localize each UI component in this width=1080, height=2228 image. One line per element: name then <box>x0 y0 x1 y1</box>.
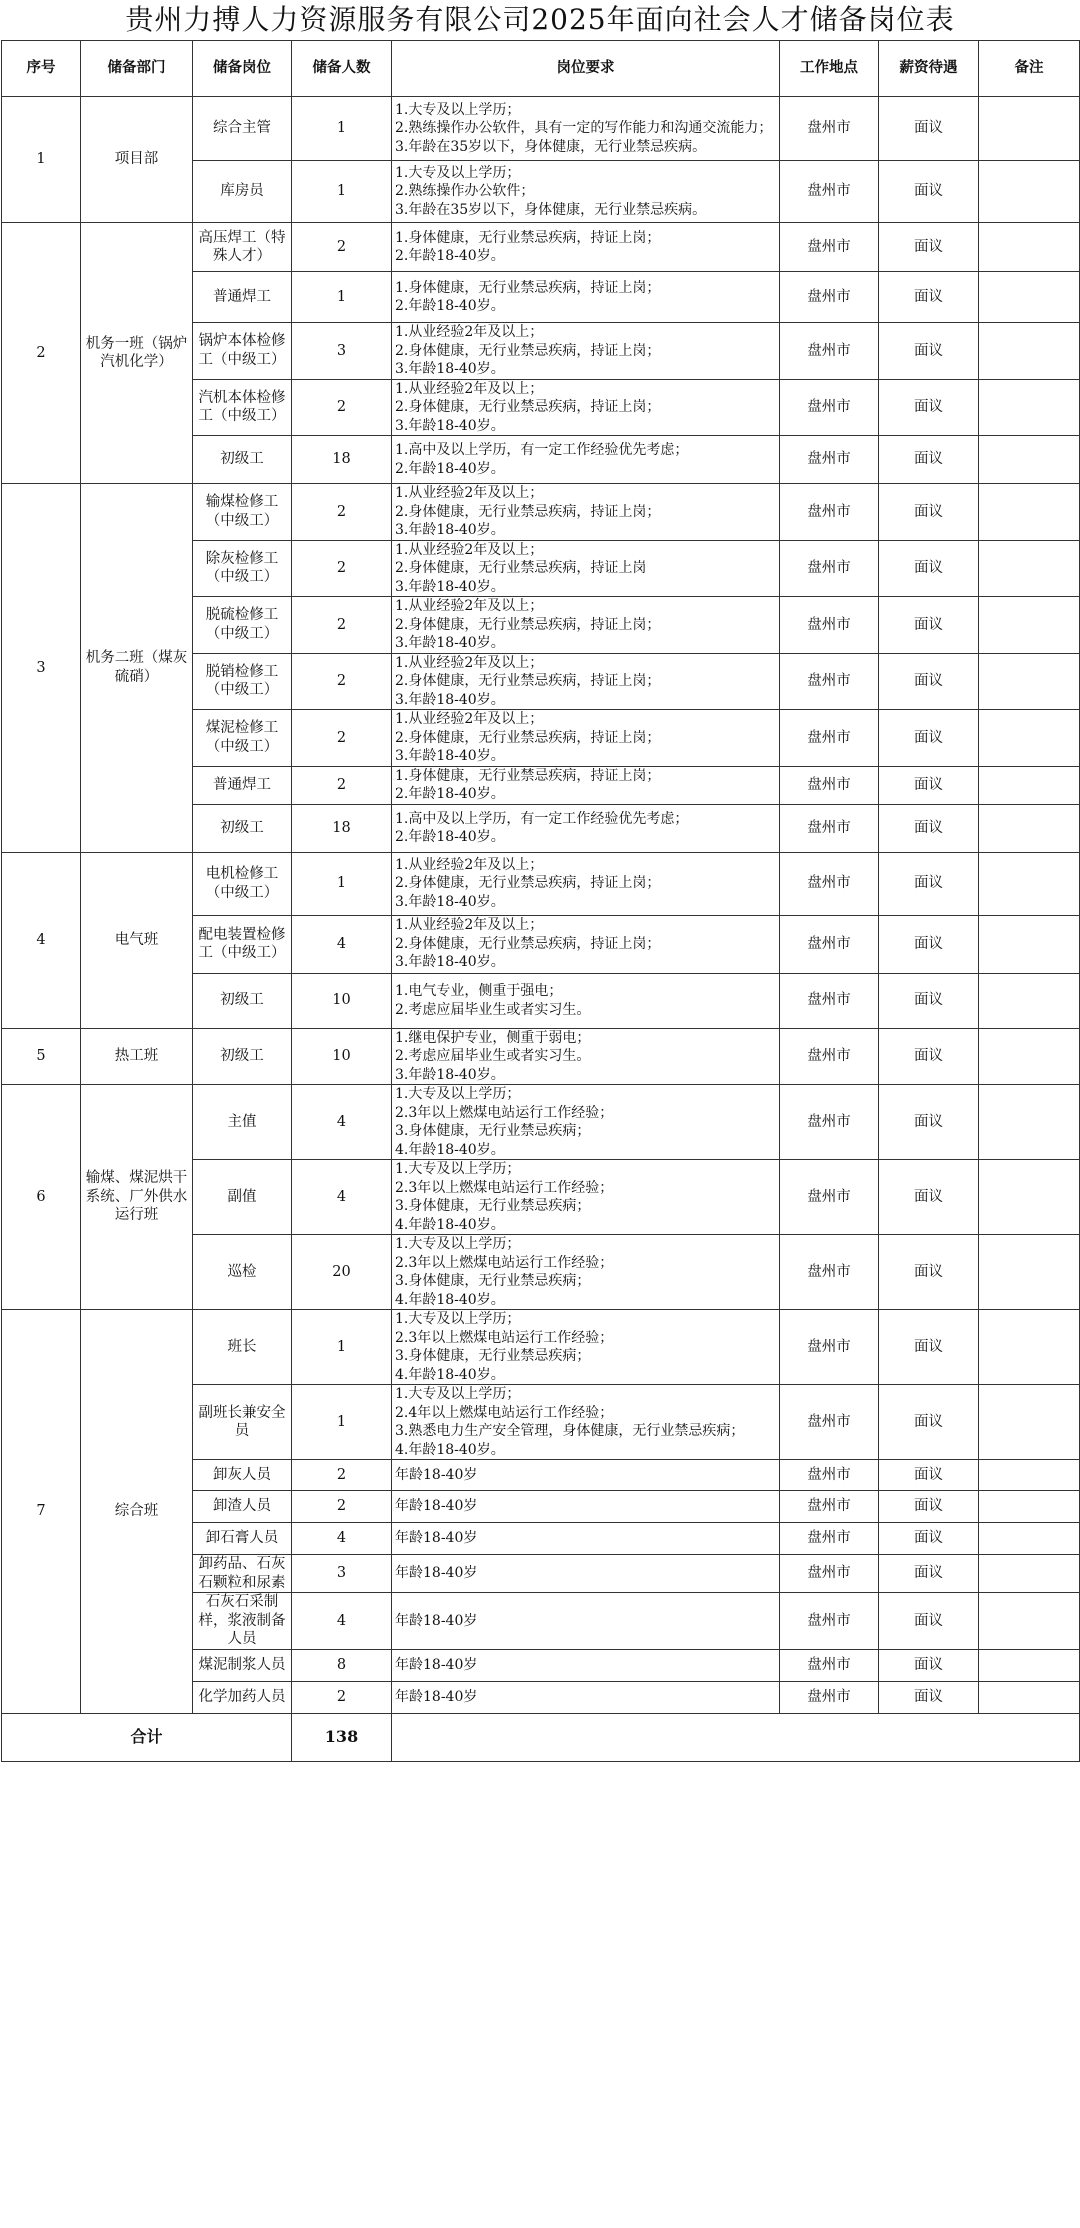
requirement-line: 3.年龄18-40岁。 <box>395 954 505 971</box>
cell-requirements <box>392 766 780 804</box>
requirement-line: 2.身体健康，无行业禁忌疾病，持证上岗； <box>395 935 661 952</box>
cell-requirements <box>392 379 780 436</box>
cell-note <box>979 379 1080 436</box>
cell-count: 1 <box>292 852 392 915</box>
cell-count: 4 <box>292 915 392 973</box>
cell-salary: 面议 <box>879 1460 979 1491</box>
requirement-line: 2.年龄18-40岁。 <box>395 298 505 314</box>
requirement-line: 2.熟练操作办公软件； <box>395 183 535 200</box>
requirement-line: 1.大专及以上学历； <box>395 1386 521 1402</box>
requirement-line: 年龄18-40岁 <box>395 1688 478 1705</box>
cell-note <box>979 1310 1080 1385</box>
cell-location: 盘州市 <box>780 1491 879 1523</box>
cell-note <box>979 1085 1080 1160</box>
cell-note <box>979 1460 1080 1491</box>
cell-salary: 面议 <box>879 766 979 804</box>
cell-note <box>979 323 1080 380</box>
table-row <box>2 97 1080 161</box>
cell-location: 盘州市 <box>780 1649 879 1681</box>
cell-requirements <box>392 852 780 915</box>
cell-salary: 面议 <box>879 436 979 484</box>
requirement-line: 2.身体健康，无行业禁忌疾病，持证上岗； <box>395 616 661 633</box>
cell-salary: 面议 <box>879 1028 979 1085</box>
cell-post: 初级工 <box>193 1028 292 1085</box>
cell-salary: 面议 <box>879 1310 979 1385</box>
cell-requirements <box>392 323 780 380</box>
cell-dept: 机务一班（锅炉汽机化学） <box>81 223 193 484</box>
requirement-line: 3.身体健康，无行业禁忌疾病； <box>395 1123 591 1139</box>
cell-location: 盘州市 <box>780 272 879 323</box>
cell-count: 1 <box>292 1385 392 1460</box>
cell-post: 卸石膏人员 <box>193 1523 292 1555</box>
cell-salary: 面议 <box>879 1523 979 1555</box>
cell-no: 7 <box>2 1310 81 1714</box>
cell-post: 汽机本体检修工（中级工） <box>193 379 292 436</box>
table-row <box>2 1085 1080 1160</box>
cell-post: 锅炉本体检修工（中级工） <box>193 323 292 380</box>
cell-count: 2 <box>292 223 392 272</box>
cell-count: 2 <box>292 766 392 804</box>
cell-location: 盘州市 <box>780 1681 879 1713</box>
total-label: 合计 <box>2 1713 292 1761</box>
requirement-line: 3.年龄18-40岁。 <box>395 635 505 651</box>
requirement-line: 年龄18-40岁 <box>395 1565 478 1582</box>
cell-note <box>979 804 1080 852</box>
cell-note <box>979 766 1080 804</box>
cell-post: 副班长兼安全员 <box>193 1385 292 1460</box>
cell-requirements <box>392 436 780 484</box>
requirement-line: 2.身体健康，无行业禁忌疾病，持证上岗； <box>395 875 661 892</box>
cell-post: 配电装置检修工（中级工） <box>193 915 292 973</box>
requirement-line: 3.年龄18-40岁。 <box>395 522 505 538</box>
cell-no: 4 <box>2 852 81 1028</box>
cell-note <box>979 710 1080 767</box>
cell-dept: 热工班 <box>81 1028 193 1085</box>
requirement-line: 1.从业经验2年及以上； <box>395 654 544 671</box>
cell-count: 2 <box>292 540 392 597</box>
requirement-line: 1.从业经验2年及以上； <box>395 856 544 873</box>
requirement-line: 1.高中及以上学历，有一定工作经验优先考虑； <box>395 810 689 827</box>
requirement-line: 年龄18-40岁 <box>395 1612 478 1629</box>
cell-post: 普通焊工 <box>193 766 292 804</box>
cell-requirements <box>392 653 780 710</box>
table-body <box>2 97 1080 1714</box>
cell-requirements <box>392 1385 780 1460</box>
cell-no: 3 <box>2 484 81 853</box>
requirement-line: 3.年龄18-40岁。 <box>395 361 505 377</box>
header-dept: 储备部门 <box>81 41 193 97</box>
cell-no: 1 <box>2 97 81 223</box>
cell-requirements <box>392 272 780 323</box>
recruitment-table <box>1 40 1080 1762</box>
cell-post: 煤泥检修工（中级工） <box>193 710 292 767</box>
cell-location: 盘州市 <box>780 915 879 973</box>
requirement-line: 1.身体健康，无行业禁忌疾病，持证上岗； <box>395 279 661 296</box>
requirement-line: 1.身体健康，无行业禁忌疾病，持证上岗； <box>395 767 661 784</box>
cell-post: 班长 <box>193 1310 292 1385</box>
total-empty <box>392 1713 1080 1761</box>
cell-requirements <box>392 1460 780 1491</box>
cell-location: 盘州市 <box>780 379 879 436</box>
requirement-line: 4.年龄18-40岁。 <box>395 1291 505 1308</box>
cell-requirements <box>392 1681 780 1713</box>
cell-requirements <box>392 1028 780 1085</box>
cell-count: 4 <box>292 1523 392 1555</box>
cell-location: 盘州市 <box>780 1385 879 1460</box>
cell-no: 6 <box>2 1085 81 1310</box>
cell-note <box>979 223 1080 272</box>
cell-note <box>979 1593 1080 1650</box>
cell-note <box>979 1028 1080 1085</box>
cell-location: 盘州市 <box>780 1460 879 1491</box>
cell-note <box>979 915 1080 973</box>
cell-post: 卸渣人员 <box>193 1491 292 1523</box>
requirement-line: 1.高中及以上学历，有一定工作经验优先考虑； <box>395 442 689 458</box>
cell-location: 盘州市 <box>780 766 879 804</box>
cell-location: 盘州市 <box>780 1160 879 1235</box>
cell-post: 初级工 <box>193 973 292 1028</box>
cell-requirements <box>392 710 780 767</box>
header-note: 备注 <box>979 41 1080 97</box>
cell-salary: 面议 <box>879 1160 979 1235</box>
requirement-line: 年龄18-40岁 <box>395 1498 478 1515</box>
cell-location: 盘州市 <box>780 1593 879 1650</box>
cell-note <box>979 484 1080 541</box>
table-header-row <box>2 41 1080 97</box>
cell-location: 盘州市 <box>780 161 879 223</box>
cell-salary: 面议 <box>879 1385 979 1460</box>
cell-note <box>979 1235 1080 1310</box>
table-row <box>2 1310 1080 1385</box>
requirement-line: 2.身体健康，无行业禁忌疾病，持证上岗； <box>395 342 661 359</box>
cell-requirements <box>392 1649 780 1681</box>
cell-note <box>979 1649 1080 1681</box>
cell-location: 盘州市 <box>780 653 879 710</box>
cell-post: 煤泥制浆人员 <box>193 1649 292 1681</box>
cell-requirements <box>392 540 780 597</box>
cell-salary: 面议 <box>879 97 979 161</box>
requirement-line: 4.年龄18-40岁。 <box>395 1366 505 1383</box>
header-post: 储备岗位 <box>193 41 292 97</box>
cell-requirements <box>392 1310 780 1385</box>
cell-salary: 面议 <box>879 161 979 223</box>
requirement-line: 2.身体健康，无行业禁忌疾病，持证上岗 <box>395 560 647 576</box>
requirement-line: 4.年龄18-40岁。 <box>395 1141 505 1158</box>
cell-count: 1 <box>292 272 392 323</box>
requirement-line: 1.从业经验2年及以上； <box>395 598 544 614</box>
requirement-line: 2.年龄18-40岁。 <box>395 460 505 477</box>
cell-note <box>979 1523 1080 1555</box>
requirement-line: 3.年龄18-40岁。 <box>395 417 505 434</box>
cell-location: 盘州市 <box>780 804 879 852</box>
cell-count: 2 <box>292 710 392 767</box>
cell-post: 脱硫检修工（中级工） <box>193 597 292 654</box>
cell-location: 盘州市 <box>780 540 879 597</box>
requirement-line: 1.从业经验2年及以上； <box>395 711 544 727</box>
cell-salary: 面议 <box>879 1593 979 1650</box>
cell-count: 2 <box>292 484 392 541</box>
cell-note <box>979 1160 1080 1235</box>
cell-salary: 面议 <box>879 710 979 767</box>
cell-salary: 面议 <box>879 540 979 597</box>
requirement-line: 1.大专及以上学历； <box>395 101 521 118</box>
cell-salary: 面议 <box>879 597 979 654</box>
page-title: 贵州力搏人力资源服务有限公司2025年面向社会人才储备岗位表 <box>125 3 955 36</box>
requirement-line: 3.年龄18-40岁。 <box>395 578 505 595</box>
cell-post: 脱销检修工（中级工） <box>193 653 292 710</box>
cell-post: 副值 <box>193 1160 292 1235</box>
header-count: 储备人数 <box>292 41 392 97</box>
cell-post: 输煤检修工（中级工） <box>193 484 292 541</box>
cell-count: 2 <box>292 653 392 710</box>
cell-dept: 机务二班（煤灰硫硝） <box>81 484 193 853</box>
cell-count: 2 <box>292 1491 392 1523</box>
cell-salary: 面议 <box>879 1555 979 1593</box>
requirement-line: 3.年龄在35岁以下，身体健康，无行业禁忌疾病。 <box>395 201 707 218</box>
cell-note <box>979 1491 1080 1523</box>
cell-note <box>979 1555 1080 1593</box>
cell-requirements <box>392 97 780 161</box>
requirement-line: 1.从业经验2年及以上； <box>395 324 544 340</box>
cell-location: 盘州市 <box>780 484 879 541</box>
cell-count: 1 <box>292 97 392 161</box>
cell-post: 卸灰人员 <box>193 1460 292 1491</box>
cell-count: 10 <box>292 1028 392 1085</box>
cell-salary: 面议 <box>879 223 979 272</box>
requirement-line: 2.身体健康，无行业禁忌疾病，持证上岗； <box>395 503 661 520</box>
cell-post: 主值 <box>193 1085 292 1160</box>
header-salary: 薪资待遇 <box>879 41 979 97</box>
cell-note <box>979 436 1080 484</box>
requirement-line: 1.大专及以上学历； <box>395 1236 521 1252</box>
cell-post: 石灰石采制样，浆液制备人员 <box>193 1593 292 1650</box>
cell-location: 盘州市 <box>780 1523 879 1555</box>
cell-count: 2 <box>292 1681 392 1713</box>
cell-dept: 综合班 <box>81 1310 193 1714</box>
requirement-line: 2.身体健康，无行业禁忌疾病，持证上岗； <box>395 673 661 689</box>
requirement-line: 1.电气专业，侧重于强电； <box>395 983 563 999</box>
total-count: 138 <box>292 1713 392 1761</box>
cell-location: 盘州市 <box>780 97 879 161</box>
requirement-line: 2.3年以上燃煤电站运行工作经验； <box>395 1179 614 1196</box>
requirement-line: 3.年龄18-40岁。 <box>395 1066 505 1083</box>
requirement-line: 1.从业经验2年及以上； <box>395 380 544 397</box>
cell-salary: 面议 <box>879 272 979 323</box>
cell-note <box>979 973 1080 1028</box>
cell-no: 5 <box>2 1028 81 1085</box>
cell-location: 盘州市 <box>780 223 879 272</box>
cell-note <box>979 1385 1080 1460</box>
cell-requirements <box>392 1235 780 1310</box>
cell-post: 除灰检修工（中级工） <box>193 540 292 597</box>
requirement-line: 2.身体健康，无行业禁忌疾病，持证上岗； <box>395 399 661 415</box>
cell-salary: 面议 <box>879 804 979 852</box>
cell-location: 盘州市 <box>780 852 879 915</box>
requirement-line: 3.身体健康，无行业禁忌疾病； <box>395 1348 591 1364</box>
cell-post: 综合主管 <box>193 97 292 161</box>
cell-requirements <box>392 915 780 973</box>
cell-salary: 面议 <box>879 1491 979 1523</box>
table-row <box>2 852 1080 915</box>
cell-count: 2 <box>292 1460 392 1491</box>
requirement-line: 2.考虑应届毕业生或者实习生。 <box>395 1001 591 1018</box>
cell-post: 高压焊工（特殊人才） <box>193 223 292 272</box>
cell-requirements <box>392 223 780 272</box>
cell-salary: 面议 <box>879 1235 979 1310</box>
cell-requirements <box>392 973 780 1028</box>
header-requirements: 岗位要求 <box>392 41 780 97</box>
cell-location: 盘州市 <box>780 710 879 767</box>
requirement-line: 3.年龄在35岁以下，身体健康，无行业禁忌疾病。 <box>395 138 707 155</box>
requirement-line: 1.大专及以上学历； <box>395 1311 521 1327</box>
cell-count: 4 <box>292 1160 392 1235</box>
requirement-line: 1.从业经验2年及以上； <box>395 917 544 934</box>
requirement-line: 1.继电保护专业，侧重于弱电； <box>395 1029 591 1046</box>
cell-requirements <box>392 1593 780 1650</box>
cell-note <box>979 272 1080 323</box>
cell-location: 盘州市 <box>780 1085 879 1160</box>
cell-count: 4 <box>292 1085 392 1160</box>
requirement-line: 2.4年以上燃煤电站运行工作经验； <box>395 1404 614 1421</box>
cell-requirements <box>392 804 780 852</box>
cell-count: 20 <box>292 1235 392 1310</box>
header-no: 序号 <box>2 41 81 97</box>
requirement-line: 1.大专及以上学历； <box>395 164 521 181</box>
requirement-line: 1.身体健康，无行业禁忌疾病，持证上岗； <box>395 229 661 246</box>
table-row <box>2 1028 1080 1085</box>
requirement-line: 3.身体健康，无行业禁忌疾病； <box>395 1198 591 1214</box>
cell-dept: 输煤、煤泥烘干系统、厂外供水运行班 <box>81 1085 193 1310</box>
cell-requirements <box>392 161 780 223</box>
cell-count: 18 <box>292 436 392 484</box>
cell-no: 2 <box>2 223 81 484</box>
cell-post: 卸药品、石灰石颗粒和尿素 <box>193 1555 292 1593</box>
cell-post: 初级工 <box>193 804 292 852</box>
requirement-line: 2.年龄18-40岁。 <box>395 786 505 802</box>
cell-count: 1 <box>292 161 392 223</box>
cell-count: 10 <box>292 973 392 1028</box>
cell-location: 盘州市 <box>780 1028 879 1085</box>
cell-location: 盘州市 <box>780 1235 879 1310</box>
requirement-line: 3.年龄18-40岁。 <box>395 893 505 910</box>
cell-requirements <box>392 1555 780 1593</box>
cell-location: 盘州市 <box>780 1555 879 1593</box>
requirement-line: 年龄18-40岁 <box>395 1656 478 1673</box>
table-row <box>2 484 1080 541</box>
requirement-line: 2.熟练操作办公软件，具有一定的写作能力和沟通交流能力； <box>395 120 773 137</box>
requirement-line: 1.从业经验2年及以上； <box>395 541 544 558</box>
cell-count: 18 <box>292 804 392 852</box>
table-row <box>2 223 1080 272</box>
requirement-line: 2.3年以上燃煤电站运行工作经验； <box>395 1329 614 1346</box>
cell-salary: 面议 <box>879 1649 979 1681</box>
cell-count: 3 <box>292 323 392 380</box>
cell-requirements <box>392 484 780 541</box>
requirement-line: 1.大专及以上学历； <box>395 1161 521 1177</box>
requirement-line: 2.年龄18-40岁。 <box>395 829 505 845</box>
requirement-line: 2.考虑应届毕业生或者实习生。 <box>395 1048 591 1064</box>
cell-location: 盘州市 <box>780 1310 879 1385</box>
requirement-line: 2.3年以上燃煤电站运行工作经验； <box>395 1254 614 1271</box>
requirement-line: 1.从业经验2年及以上； <box>395 485 544 501</box>
cell-note <box>979 852 1080 915</box>
cell-location: 盘州市 <box>780 436 879 484</box>
cell-post: 电机检修工（中级工） <box>193 852 292 915</box>
cell-note <box>979 540 1080 597</box>
cell-count: 3 <box>292 1555 392 1593</box>
cell-requirements <box>392 1160 780 1235</box>
cell-note <box>979 161 1080 223</box>
cell-location: 盘州市 <box>780 597 879 654</box>
cell-post: 初级工 <box>193 436 292 484</box>
cell-salary: 面议 <box>879 1085 979 1160</box>
cell-post: 巡检 <box>193 1235 292 1310</box>
requirement-line: 2.年龄18-40岁。 <box>395 248 505 264</box>
cell-location: 盘州市 <box>780 973 879 1028</box>
cell-requirements <box>392 1085 780 1160</box>
requirement-line: 3.身体健康，无行业禁忌疾病； <box>395 1273 591 1289</box>
cell-salary: 面议 <box>879 915 979 973</box>
cell-requirements <box>392 1491 780 1523</box>
requirement-line: 3.年龄18-40岁。 <box>395 691 505 708</box>
requirement-line: 2.身体健康，无行业禁忌疾病，持证上岗； <box>395 729 661 746</box>
requirement-line: 4.年龄18-40岁。 <box>395 1216 505 1233</box>
cell-post: 普通焊工 <box>193 272 292 323</box>
cell-count: 2 <box>292 597 392 654</box>
cell-note <box>979 97 1080 161</box>
cell-dept: 电气班 <box>81 852 193 1028</box>
total-row <box>2 1713 1080 1761</box>
cell-post: 化学加药人员 <box>193 1681 292 1713</box>
cell-salary: 面议 <box>879 973 979 1028</box>
requirement-line: 年龄18-40岁 <box>395 1530 478 1547</box>
requirement-line: 1.大专及以上学历； <box>395 1086 521 1102</box>
cell-salary: 面议 <box>879 379 979 436</box>
cell-salary: 面议 <box>879 852 979 915</box>
header-location: 工作地点 <box>780 41 879 97</box>
cell-count: 4 <box>292 1593 392 1650</box>
cell-count: 8 <box>292 1649 392 1681</box>
cell-requirements <box>392 597 780 654</box>
cell-salary: 面议 <box>879 323 979 380</box>
requirement-line: 3.年龄18-40岁。 <box>395 748 505 764</box>
cell-salary: 面议 <box>879 653 979 710</box>
cell-note <box>979 1681 1080 1713</box>
cell-requirements <box>392 1523 780 1555</box>
cell-count: 2 <box>292 379 392 436</box>
requirement-line: 4.年龄18-40岁。 <box>395 1441 505 1458</box>
cell-note <box>979 597 1080 654</box>
cell-dept: 项目部 <box>81 97 193 223</box>
cell-salary: 面议 <box>879 1681 979 1713</box>
cell-note <box>979 653 1080 710</box>
cell-count: 1 <box>292 1310 392 1385</box>
requirement-line: 年龄18-40岁 <box>395 1466 478 1483</box>
cell-location: 盘州市 <box>780 323 879 380</box>
cell-salary: 面议 <box>879 484 979 541</box>
requirement-line: 2.3年以上燃煤电站运行工作经验； <box>395 1104 614 1121</box>
requirement-line: 3.熟悉电力生产安全管理，身体健康，无行业禁忌疾病； <box>395 1423 745 1439</box>
cell-post: 库房员 <box>193 161 292 223</box>
